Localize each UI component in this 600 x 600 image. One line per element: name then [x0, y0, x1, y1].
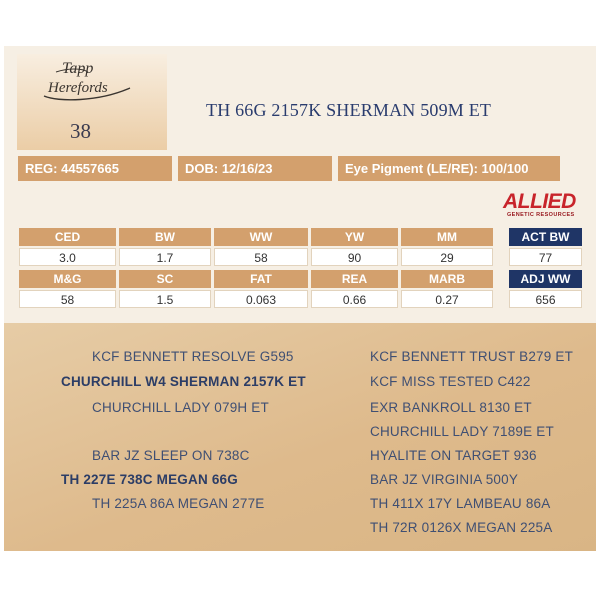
pedigree-sire-dam: CHURCHILL LADY 079H ET	[92, 400, 269, 415]
epd-value-bw: 1.7	[119, 248, 211, 266]
pedigree-sire-sire: KCF BENNETT RESOLVE G595	[92, 349, 294, 364]
pedigree-right-1: KCF BENNETT TRUST B279 ET	[370, 349, 574, 364]
pedigree-right-8: TH 72R 0126X MEGAN 225A	[370, 520, 553, 535]
pedigree-dam-sire: BAR JZ SLEEP ON 738C	[92, 448, 250, 463]
epd-value-ced: 3.0	[19, 248, 116, 266]
epd-header-sc: SC	[119, 270, 211, 288]
eye-pigment: Eye Pigment (LE/RE): 100/100	[338, 156, 560, 181]
date-of-birth: DOB: 12/16/23	[178, 156, 332, 181]
logo-word-2: Herefords	[48, 80, 108, 96]
lot-number: 38	[70, 119, 91, 143]
pedigree-right-5: HYALITE ON TARGET 936	[370, 448, 537, 463]
pedigree-dam: TH 227E 738C MEGAN 66G	[61, 472, 238, 487]
pedigree-right-7: TH 411X 17Y LAMBEAU 86A	[370, 496, 551, 511]
epd-value-mm: 29	[401, 248, 493, 266]
epd-header-bw: BW	[119, 228, 211, 246]
epd-value-ww: 58	[214, 248, 308, 266]
pedigree-right-4: CHURCHILL LADY 7189E ET	[370, 424, 554, 439]
tapp-herefords-logo	[38, 58, 134, 108]
act-bw-value: 77	[509, 248, 582, 266]
pedigree-right-3: EXR BANKROLL 8130 ET	[370, 400, 532, 415]
reg-number: REG: 44557665	[18, 156, 172, 181]
pedigree-right-2: KCF MISS TESTED C422	[370, 374, 531, 389]
epd-value-marb: 0.27	[401, 290, 493, 308]
logo-word-1: Tapp	[62, 60, 94, 77]
epd-header-mg: M&G	[19, 270, 116, 288]
allied-logo-subtitle: GENETIC RESOURCES	[507, 212, 575, 218]
adj-ww-value: 656	[509, 290, 582, 308]
pedigree-right-6: BAR JZ VIRGINIA 500Y	[370, 472, 519, 487]
epd-value-yw: 90	[311, 248, 398, 266]
epd-value-fat: 0.063	[214, 290, 308, 308]
epd-value-rea: 0.66	[311, 290, 398, 308]
epd-header-rea: REA	[311, 270, 398, 288]
epd-value-sc: 1.5	[119, 290, 211, 308]
adj-ww-label: ADJ WW	[509, 270, 582, 288]
pedigree-dam-dam: TH 225A 86A MEGAN 277E	[92, 496, 265, 511]
act-bw-label: ACT BW	[509, 228, 582, 246]
pedigree-sire: CHURCHILL W4 SHERMAN 2157K ET	[61, 374, 306, 389]
epd-header-ced: CED	[19, 228, 116, 246]
animal-name: TH 66G 2157K SHERMAN 509M ET	[206, 100, 492, 120]
epd-header-ww: WW	[214, 228, 308, 246]
epd-header-fat: FAT	[214, 270, 308, 288]
epd-header-marb: MARB	[401, 270, 493, 288]
epd-header-yw: YW	[311, 228, 398, 246]
epd-header-mm: MM	[401, 228, 493, 246]
allied-genetic-resources-logo	[503, 190, 585, 224]
epd-value-mg: 58	[19, 290, 116, 308]
allied-logo-word: ALLIED	[503, 190, 576, 213]
